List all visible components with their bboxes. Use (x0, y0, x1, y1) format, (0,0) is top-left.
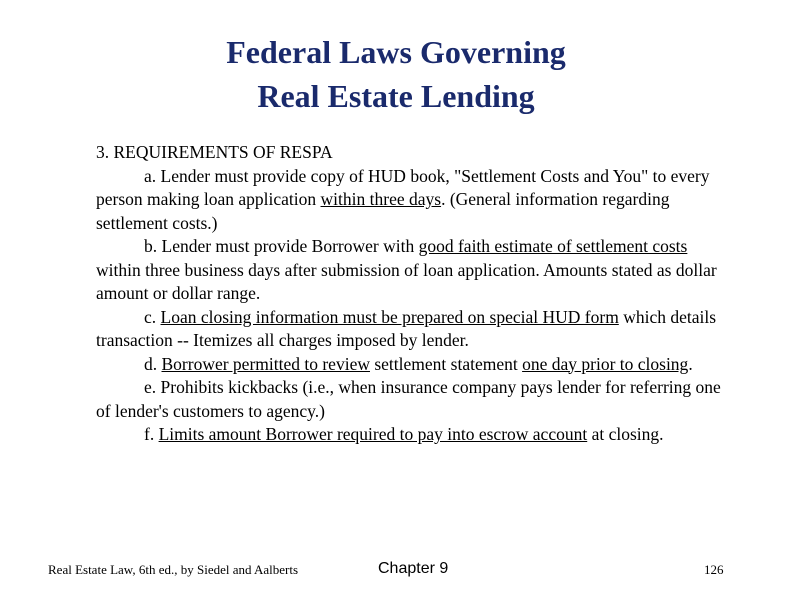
title-line-2: Real Estate Lending (257, 78, 535, 114)
item-b: b. Lender must provide Borrower with good faith estimate of settlement costs within three business days after submission of loan application. Amounts stated as dollar amount or dollar range. (96, 236, 717, 303)
footer-page-number: 126 (704, 562, 724, 577)
item-c: c. Loan closing information must be prepared on special HUD form which details transaction -- Itemizes all charges imposed by lender. (96, 306, 717, 350)
title-line-1: Federal Laws Governing (226, 34, 566, 70)
item-f: f. Limits amount Borrower required to pay into escrow account at closing. (144, 424, 664, 444)
footer-source: Real Estate Law, 6th ed., by Siedel and Aalberts (48, 562, 299, 577)
slide-body (96, 141, 732, 447)
section-heading: 3. REQUIREMENTS OF RESPA (96, 142, 333, 162)
footer-chapter: Chapter 9 (378, 560, 449, 577)
item-e: e. Prohibits kickbacks (i.e., when insurance company pays lender for referring one of lender's customers to agency.) (96, 377, 721, 421)
item-a: a. Lender must provide copy of HUD book, "Settlement Costs and You" to every person making loan application within three days. (General information regarding settlement costs.) (96, 165, 710, 233)
item-d: d. Borrower permitted to review settlement statement one day prior to closing. (144, 353, 693, 374)
slide-title (0, 30, 792, 118)
